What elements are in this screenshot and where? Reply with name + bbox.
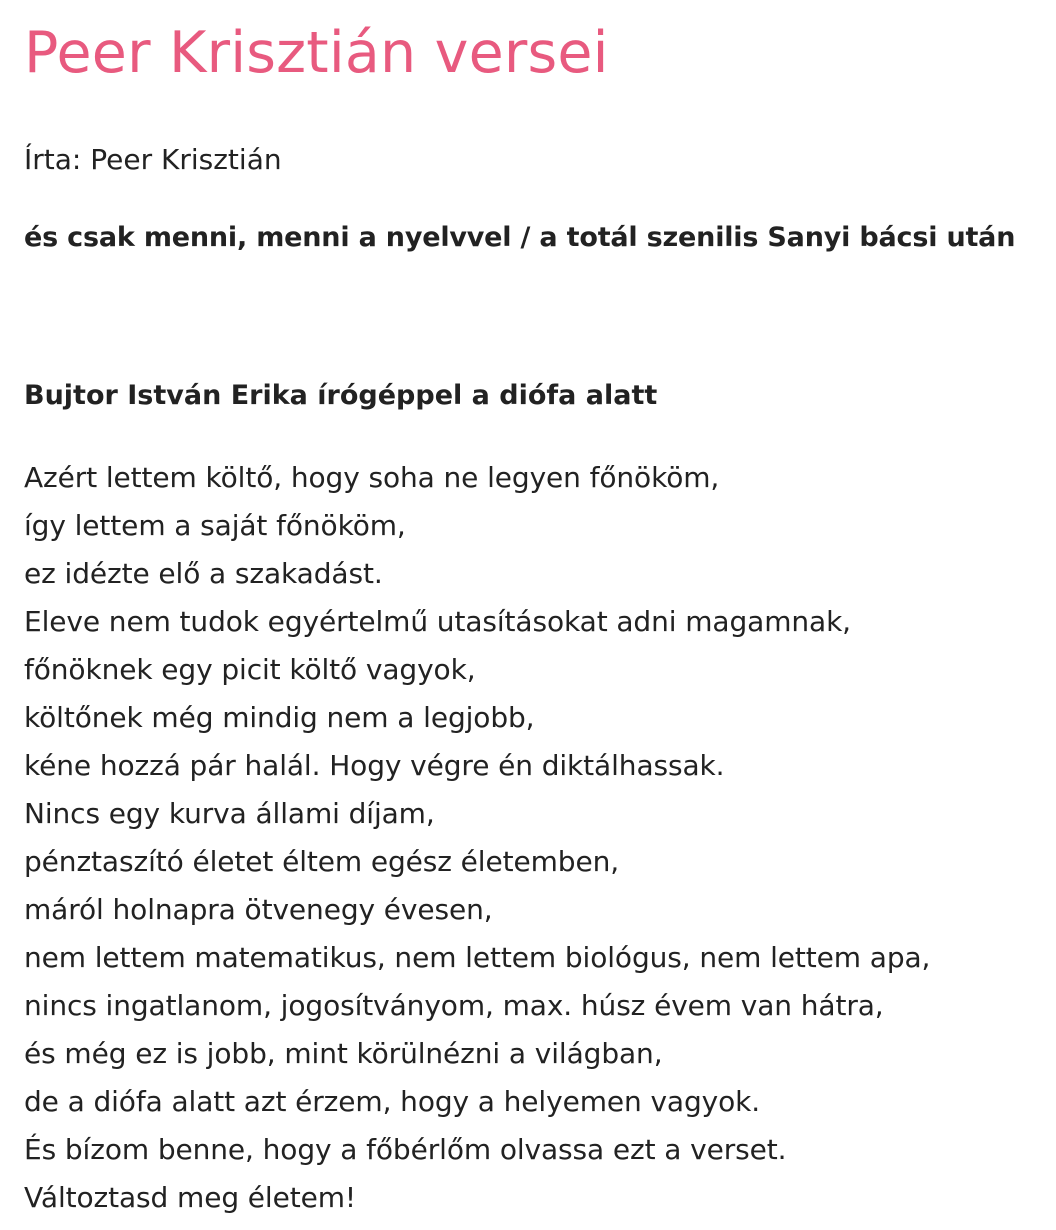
page-title: Peer Krisztián versei <box>24 20 609 86</box>
poem-line: pénztaszító életet éltem egész életemben, <box>24 845 620 878</box>
poem-line: Változtasd meg életem! <box>24 1181 357 1214</box>
collection-subtitle: és csak menni, menni a nyelvvel / a totál szenilis Sanyi bácsi után <box>24 222 1016 253</box>
poem-line: így lettem a saját főnököm, <box>24 509 406 542</box>
poem-title: Bujtor István Erika írógéppel a diófa alatt <box>24 380 658 411</box>
poem-line: főnöknek egy picit költő vagyok, <box>24 653 476 686</box>
poem-line: és még ez is jobb, mint körülnézni a világban, <box>24 1037 663 1070</box>
poem-line: máról holnapra ötvenegy évesen, <box>24 893 493 926</box>
poem-line: kéne hozzá pár halál. Hogy végre én diktálhassak. <box>24 749 725 782</box>
poem-line: de a diófa alatt azt érzem, hogy a helyemen vagyok. <box>24 1085 761 1118</box>
poem-line: nem lettem matematikus, nem lettem biológus, nem lettem apa, <box>24 941 931 974</box>
poem-line: költőnek még mindig nem a legjobb, <box>24 701 535 734</box>
poem-body <box>24 454 1046 1222</box>
poem-line: És bízom benne, hogy a főbérlőm olvassa ezt a verset. <box>24 1133 787 1166</box>
poem-line: Nincs egy kurva állami díjam, <box>24 797 435 830</box>
poem-line: ez idézte elő a szakadást. <box>24 557 383 590</box>
poem-line: Eleve nem tudok egyértelmű utasításokat adni magamnak, <box>24 605 851 638</box>
poem-line: nincs ingatlanom, jogosítványom, max. húsz évem van hátra, <box>24 989 884 1022</box>
poem-line: Azért lettem költő, hogy soha ne legyen főnököm, <box>24 461 720 494</box>
author-byline: Írta: Peer Krisztián <box>24 143 282 176</box>
